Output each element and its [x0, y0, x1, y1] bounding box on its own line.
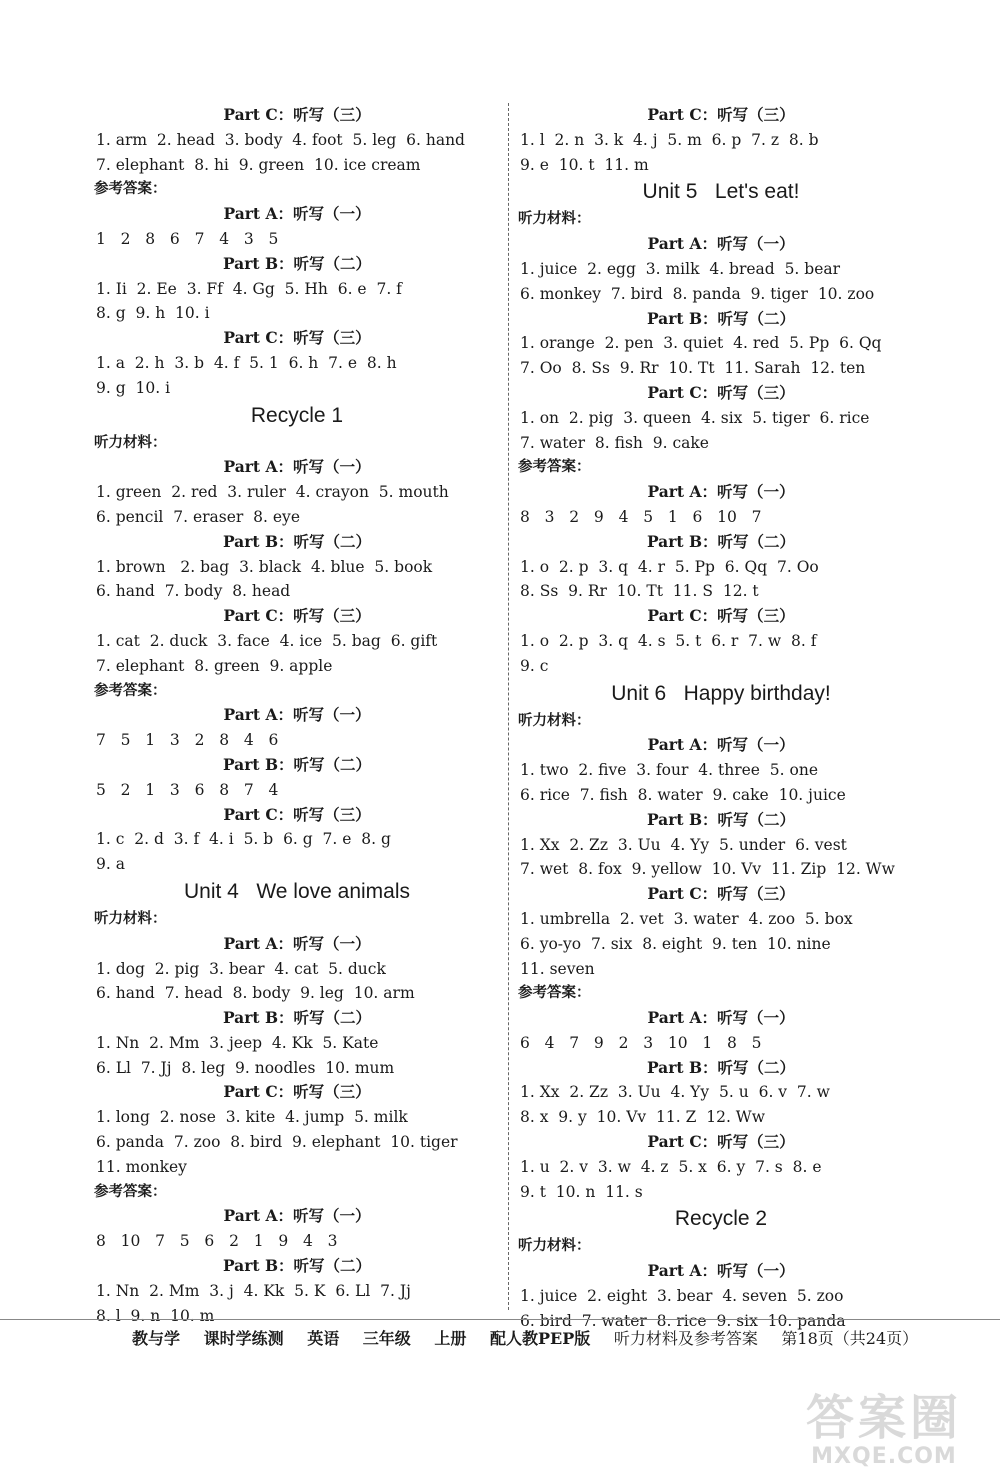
answer-line: 1. Xx 2. Zz 3. Uu 4. Yy 5. under 6. vest: [520, 835, 847, 854]
part-header: Part C：听写（三）: [647, 606, 795, 626]
footer-rule: [0, 1319, 1000, 1320]
part-header: Part A：听写（一）: [223, 457, 371, 477]
answer-line: 6. rice 7. fish 8. water 9. cake 10. juice: [520, 785, 846, 804]
part-header: Part B：听写（二）: [646, 531, 796, 551]
answer-line: 7. elephant 8. green 9. apple: [96, 656, 333, 675]
answer-line: 1. Nn 2. Mm 3. j 4. Kk 5. K 6. Ll 7. Jj: [96, 1281, 411, 1300]
section-heading: 参考答案：: [94, 1182, 167, 1200]
footer-book: 课时学练测: [203, 1329, 284, 1348]
part-header: Part C：听写（三）: [223, 328, 371, 348]
answer-line: 9. t 10. n 11. s: [520, 1182, 643, 1201]
answer-line: 1. u 2. v 3. w 4. z 5. x 6. y 7. s 8. e: [520, 1157, 822, 1176]
part-header: Part A：听写（一）: [223, 705, 371, 725]
answer-line: 6. hand 7. head 8. body 9. leg 10. arm: [96, 984, 415, 1003]
footer-grade: 三年级: [362, 1329, 411, 1348]
answer-line: 8. l 9. n 10. m: [96, 1306, 215, 1325]
answer-line: 1. Nn 2. Mm 3. jeep 4. Kk 5. Kate: [96, 1033, 379, 1052]
answer-line: 1. arm 2. head 3. body 4. foot 5. leg 6. hand: [96, 130, 465, 149]
answer-line: 1. two 2. five 3. four 4. three 5. one: [520, 761, 819, 780]
unit-title: Unit 5 Let's eat!: [642, 180, 800, 204]
footer-edition: 配人教PEP版: [489, 1329, 591, 1348]
section-heading: 听力材料：: [518, 210, 591, 228]
footer-series: 教与学: [132, 1329, 181, 1348]
answer-line: 1. o 2. p 3. q 4. s 5. t 6. r 7. w 8. f: [520, 631, 817, 650]
part-header: Part B：听写（二）: [222, 1008, 372, 1028]
answer-line: 6. Ll 7. Jj 8. leg 9. noodles 10. mum: [96, 1058, 395, 1077]
answer-line: 1. Xx 2. Zz 3. Uu 4. Yy 5. u 6. v 7. w: [520, 1083, 830, 1102]
answer-line: 9. a: [96, 855, 125, 874]
answer-line: 1. umbrella 2. vet 3. water 4. zoo 5. box: [520, 909, 853, 928]
part-header: Part B：听写（二）: [222, 1256, 372, 1276]
section-heading: 参考答案：: [518, 984, 591, 1002]
answer-line: 8. Ss 9. Rr 10. Tt 11. S 12. t: [520, 582, 759, 601]
column-divider: [508, 103, 509, 1310]
footer-subject: 英语: [307, 1329, 340, 1348]
part-header: Part A：听写（一）: [223, 933, 371, 953]
answer-line: 8 3 2 9 4 5 1 6 10 7: [520, 507, 762, 526]
answer-line: 8. x 9. y 10. Vv 11. Z 12. Ww: [520, 1108, 765, 1127]
answer-line: 6. monkey 7. bird 8. panda 9. tiger 10. zoo: [520, 284, 875, 303]
unit-title: Unit 4 We love animals: [183, 879, 411, 903]
part-header: Part C：听写（三）: [223, 606, 371, 626]
answer-line: 7. water 8. fish 9. cake: [520, 433, 709, 452]
right-column: [516, 103, 926, 1334]
unit-title: Recycle 1: [250, 403, 344, 427]
watermark-site: MXQE.COM: [811, 1444, 957, 1469]
answer-line: 9. e 10. t 11. m: [520, 155, 649, 174]
answer-line: 1. long 2. nose 3. kite 4. jump 5. milk: [96, 1108, 408, 1127]
answer-line: 11. seven: [520, 959, 595, 978]
section-heading: 听力材料：: [518, 711, 591, 729]
answer-line: 5 2 1 3 6 8 7 4: [96, 780, 279, 799]
answer-line: 9. c: [520, 656, 549, 675]
part-header: Part A：听写（一）: [647, 735, 795, 755]
part-header: Part C：听写（三）: [223, 105, 371, 124]
part-header: Part A：听写（一）: [647, 1261, 795, 1281]
answer-line: 6. panda 7. zoo 8. bird 9. elephant 10. tiger: [96, 1133, 458, 1152]
section-heading: 参考答案：: [94, 681, 167, 699]
answer-line: 6. bird 7. water 8. rice 9. six 10. panda: [520, 1311, 846, 1330]
answer-line: 6. hand 7. body 8. head: [96, 582, 291, 601]
part-header: Part C：听写（三）: [647, 105, 795, 124]
part-header: Part C：听写（三）: [647, 884, 795, 904]
part-header: Part A：听写（一）: [647, 234, 795, 254]
section-heading: 听力材料：: [94, 433, 167, 451]
part-header: Part C：听写（三）: [647, 1132, 795, 1152]
part-header: Part B：听写（二）: [646, 809, 796, 829]
answer-line: 1. juice 2. eight 3. bear 4. seven 5. zoo: [520, 1287, 844, 1306]
part-header: Part A：听写（一）: [647, 1008, 795, 1028]
answer-line: 8 10 7 5 6 2 1 9 4 3: [96, 1232, 338, 1251]
part-header: Part B：听写（二）: [646, 308, 796, 328]
part-header: Part C：听写（三）: [223, 804, 371, 824]
answer-line: 1. juice 2. egg 3. milk 4. bread 5. bear: [520, 259, 841, 278]
answer-line: 8. g 9. h 10. i: [96, 304, 210, 323]
answer-line: 1. cat 2. duck 3. face 4. ice 5. bag 6. gift: [96, 631, 438, 650]
page-footer: [132, 1326, 962, 1349]
answer-line: 1. a 2. h 3. b 4. f 5. 1 6. h 7. e 8. h: [96, 353, 397, 372]
answer-line: 7. Oo 8. Ss 9. Rr 10. Tt 11. Sarah 12. ten: [520, 359, 866, 378]
answer-line: 1. green 2. red 3. ruler 4. crayon 5. mouth: [96, 483, 449, 502]
part-header: Part C：听写（三）: [223, 1082, 371, 1102]
answer-line: 1. brown 2. bag 3. black 4. blue 5. book: [96, 557, 433, 576]
part-header: Part B：听写（二）: [222, 253, 372, 273]
answer-line: 9. g 10. i: [96, 378, 171, 397]
part-header: Part A：听写（一）: [223, 1206, 371, 1226]
answer-line: 6. pencil 7. eraser 8. eye: [96, 507, 300, 526]
page-number: 第18页（共24页）: [781, 1329, 919, 1348]
section-heading: 参考答案：: [94, 180, 167, 198]
part-header: Part A：听写（一）: [223, 204, 371, 224]
watermark: [806, 1392, 962, 1469]
section-heading: 参考答案：: [518, 458, 591, 476]
answer-line: 1. Ii 2. Ee 3. Ff 4. Gg 5. Hh 6. e 7. f: [96, 279, 402, 298]
answer-line: 1. o 2. p 3. q 4. r 5. Pp 6. Qq 7. Oo: [520, 557, 819, 576]
section-heading: 听力材料：: [94, 909, 167, 927]
left-column: [92, 103, 502, 1328]
footer-volume: 上册: [434, 1329, 467, 1348]
answer-line: 6 4 7 9 2 3 10 1 8 5: [520, 1033, 762, 1052]
part-header: Part B：听写（二）: [222, 531, 372, 551]
unit-title: Recycle 2: [674, 1207, 768, 1231]
part-header: Part A：听写（一）: [647, 482, 795, 502]
part-header: Part B：听写（二）: [222, 754, 372, 774]
part-header: Part C：听写（三）: [647, 382, 795, 402]
answer-line: 1 2 8 6 7 4 3 5: [96, 229, 279, 248]
answer-line: 1. c 2. d 3. f 4. i 5. b 6. g 7. e 8. g: [96, 830, 391, 849]
answer-line: 1. on 2. pig 3. queen 4. six 5. tiger 6. rice: [520, 408, 870, 427]
answer-line: 7. elephant 8. hi 9. green 10. ice cream: [96, 155, 421, 174]
part-header: Part B：听写（二）: [646, 1057, 796, 1077]
answer-line: 7 5 1 3 2 8 4 6: [96, 731, 279, 750]
answer-line: 7. wet 8. fox 9. yellow 10. Vv 11. Zip 12. Ww: [520, 860, 895, 879]
answer-line: 1. orange 2. pen 3. quiet 4. red 5. Pp 6. Qq: [520, 334, 882, 353]
answer-line: 11. monkey: [96, 1157, 187, 1176]
section-heading: 听力材料：: [518, 1237, 591, 1255]
answer-line: 6. yo-yo 7. six 8. eight 9. ten 10. nine: [520, 934, 831, 953]
watermark-logo: 答案圈: [805, 1390, 962, 1446]
unit-title: Unit 6 Happy birthday!: [611, 681, 831, 705]
answer-line: 1. dog 2. pig 3. bear 4. cat 5. duck: [96, 959, 386, 978]
answer-line: 1. l 2. n 3. k 4. j 5. m 6. p 7. z 8. b: [520, 130, 819, 149]
footer-section: 听力材料及参考答案: [613, 1329, 758, 1348]
